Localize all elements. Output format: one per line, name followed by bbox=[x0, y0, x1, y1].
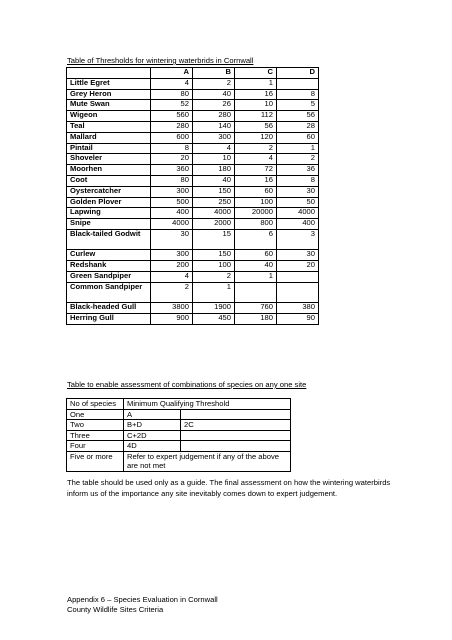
threshold-value: 4 bbox=[235, 154, 277, 165]
header-cell: C bbox=[235, 68, 277, 79]
threshold-value: 100 bbox=[235, 197, 277, 208]
threshold-value: 50 bbox=[277, 197, 319, 208]
species-row bbox=[67, 89, 319, 100]
threshold-value: 112 bbox=[235, 111, 277, 122]
threshold-value: 180 bbox=[193, 165, 235, 176]
threshold-value: 100 bbox=[193, 261, 235, 272]
species-row bbox=[67, 121, 319, 132]
threshold-value: 2 bbox=[235, 143, 277, 154]
species-count-cell: One bbox=[67, 409, 124, 420]
combination-row bbox=[67, 409, 291, 420]
threshold-value: 280 bbox=[151, 121, 193, 132]
threshold-value: 60 bbox=[235, 250, 277, 261]
threshold-value: 1 bbox=[235, 78, 277, 89]
threshold-value: 4000 bbox=[151, 219, 193, 230]
threshold-value: 450 bbox=[193, 314, 235, 325]
threshold-header-row bbox=[67, 68, 319, 79]
species-name: Oystercatcher bbox=[67, 186, 151, 197]
threshold-value: 90 bbox=[277, 314, 319, 325]
threshold-value: 200 bbox=[151, 261, 193, 272]
threshold-value: 80 bbox=[151, 89, 193, 100]
combination-table bbox=[66, 398, 291, 472]
threshold-value: 760 bbox=[235, 303, 277, 314]
threshold-value: 2 bbox=[193, 272, 235, 283]
threshold-value: 16 bbox=[235, 89, 277, 100]
species-row bbox=[67, 165, 319, 176]
species-row bbox=[67, 154, 319, 165]
threshold-value: 4000 bbox=[193, 208, 235, 219]
header-cell: A bbox=[151, 68, 193, 79]
guidance-paragraph: The table should be used only as a guide. The final assessment on how the wintering waterbirds inform us of the importance any site inevitably comes down to expert judgement. bbox=[67, 478, 391, 498]
threshold-cell: A bbox=[124, 409, 181, 420]
species-row bbox=[67, 229, 319, 250]
threshold-value: 150 bbox=[193, 186, 235, 197]
footer-line-1: Appendix 6 – Species Evaluation in Cornwall bbox=[67, 595, 218, 604]
species-name: Wigeon bbox=[67, 111, 151, 122]
species-name: Little Egret bbox=[67, 78, 151, 89]
threshold-value: 60 bbox=[277, 132, 319, 143]
header-cell: D bbox=[277, 68, 319, 79]
threshold-value bbox=[277, 272, 319, 283]
threshold-value: 72 bbox=[235, 165, 277, 176]
threshold-value: 500 bbox=[151, 197, 193, 208]
species-name: Curlew bbox=[67, 250, 151, 261]
species-name: Common Sandpiper bbox=[67, 282, 151, 303]
combination-table-caption: Table to enable assessment of combinations of species on any one site bbox=[67, 380, 307, 389]
species-name: Lapwing bbox=[67, 208, 151, 219]
threshold-value: 1900 bbox=[193, 303, 235, 314]
threshold-value: 400 bbox=[277, 219, 319, 230]
threshold-value: 3800 bbox=[151, 303, 193, 314]
species-row bbox=[67, 314, 319, 325]
threshold-value: 4 bbox=[151, 272, 193, 283]
threshold-value: 120 bbox=[235, 132, 277, 143]
threshold-value: 280 bbox=[193, 111, 235, 122]
threshold-cell: Minimum Qualifying Threshold bbox=[124, 399, 291, 410]
species-row bbox=[67, 250, 319, 261]
threshold-value: 300 bbox=[151, 186, 193, 197]
species-name: Pintail bbox=[67, 143, 151, 154]
threshold-value: 3 bbox=[277, 229, 319, 250]
threshold-value: 180 bbox=[235, 314, 277, 325]
species-row bbox=[67, 197, 319, 208]
species-row bbox=[67, 219, 319, 230]
threshold-value: 80 bbox=[151, 175, 193, 186]
species-row bbox=[67, 111, 319, 122]
species-count-cell: No of species bbox=[67, 399, 124, 410]
threshold-value: 10 bbox=[193, 154, 235, 165]
threshold-value: 900 bbox=[151, 314, 193, 325]
species-name: Mute Swan bbox=[67, 100, 151, 111]
threshold-value bbox=[235, 282, 277, 303]
species-row bbox=[67, 186, 319, 197]
threshold-value: 15 bbox=[193, 229, 235, 250]
threshold-value: 600 bbox=[151, 132, 193, 143]
threshold-cell bbox=[181, 430, 291, 441]
threshold-cell: 2C bbox=[181, 420, 291, 431]
species-row bbox=[67, 208, 319, 219]
species-name: Snipe bbox=[67, 219, 151, 230]
combination-row bbox=[67, 420, 291, 431]
threshold-value: 10 bbox=[235, 100, 277, 111]
threshold-value: 1 bbox=[193, 282, 235, 303]
threshold-value: 30 bbox=[151, 229, 193, 250]
species-name: Green Sandpiper bbox=[67, 272, 151, 283]
threshold-value: 2 bbox=[151, 282, 193, 303]
species-name: Redshank bbox=[67, 261, 151, 272]
threshold-value: 140 bbox=[193, 121, 235, 132]
threshold-value: 36 bbox=[277, 165, 319, 176]
threshold-value: 4 bbox=[193, 143, 235, 154]
species-name: Mallard bbox=[67, 132, 151, 143]
threshold-value: 52 bbox=[151, 100, 193, 111]
threshold-value: 56 bbox=[235, 121, 277, 132]
threshold-value: 2 bbox=[193, 78, 235, 89]
species-name: Shoveler bbox=[67, 154, 151, 165]
threshold-value: 30 bbox=[277, 186, 319, 197]
threshold-value: 6 bbox=[235, 229, 277, 250]
species-name: Golden Plover bbox=[67, 197, 151, 208]
threshold-value: 30 bbox=[277, 250, 319, 261]
species-row bbox=[67, 303, 319, 314]
species-name: Grey Heron bbox=[67, 89, 151, 100]
threshold-table bbox=[66, 67, 319, 325]
threshold-value: 800 bbox=[235, 219, 277, 230]
threshold-value: 5 bbox=[277, 100, 319, 111]
threshold-value: 8 bbox=[151, 143, 193, 154]
threshold-cell: C+2D bbox=[124, 430, 181, 441]
species-count-cell: Four bbox=[67, 441, 124, 452]
combination-row bbox=[67, 441, 291, 452]
threshold-value: 4000 bbox=[277, 208, 319, 219]
header-cell bbox=[67, 68, 151, 79]
threshold-value: 4 bbox=[151, 78, 193, 89]
threshold-value: 40 bbox=[193, 89, 235, 100]
species-name: Moorhen bbox=[67, 165, 151, 176]
threshold-value: 1 bbox=[277, 143, 319, 154]
species-name: Black-headed Gull bbox=[67, 303, 151, 314]
species-name: Teal bbox=[67, 121, 151, 132]
threshold-value: 150 bbox=[193, 250, 235, 261]
threshold-value: 2000 bbox=[193, 219, 235, 230]
threshold-value: 40 bbox=[193, 175, 235, 186]
species-row bbox=[67, 272, 319, 283]
threshold-value: 8 bbox=[277, 89, 319, 100]
combination-row bbox=[67, 451, 291, 471]
species-row bbox=[67, 132, 319, 143]
species-count-cell: Five or more bbox=[67, 451, 124, 471]
combination-row bbox=[67, 399, 291, 410]
threshold-value: 16 bbox=[235, 175, 277, 186]
threshold-value: 28 bbox=[277, 121, 319, 132]
threshold-table-caption: Table of Thresholds for wintering waterbrids in Cornwall bbox=[67, 56, 254, 65]
threshold-cell bbox=[181, 409, 291, 420]
species-name: Herring Gull bbox=[67, 314, 151, 325]
threshold-value: 400 bbox=[151, 208, 193, 219]
threshold-value: 40 bbox=[235, 261, 277, 272]
threshold-value: 8 bbox=[277, 175, 319, 186]
threshold-value: 20 bbox=[277, 261, 319, 272]
combination-row bbox=[67, 430, 291, 441]
species-row bbox=[67, 143, 319, 154]
threshold-value: 300 bbox=[151, 250, 193, 261]
threshold-cell bbox=[181, 441, 291, 452]
species-count-cell: Three bbox=[67, 430, 124, 441]
threshold-value: 26 bbox=[193, 100, 235, 111]
threshold-value: 20 bbox=[151, 154, 193, 165]
species-name: Coot bbox=[67, 175, 151, 186]
threshold-value bbox=[277, 282, 319, 303]
species-name: Black-tailed Godwit bbox=[67, 229, 151, 250]
species-row bbox=[67, 261, 319, 272]
threshold-value: 360 bbox=[151, 165, 193, 176]
header-cell: B bbox=[193, 68, 235, 79]
species-row bbox=[67, 175, 319, 186]
threshold-value: 300 bbox=[193, 132, 235, 143]
page-footer bbox=[67, 595, 218, 615]
species-row bbox=[67, 100, 319, 111]
threshold-value: 380 bbox=[277, 303, 319, 314]
threshold-cell: 4D bbox=[124, 441, 181, 452]
threshold-value: 20000 bbox=[235, 208, 277, 219]
threshold-value: 60 bbox=[235, 186, 277, 197]
threshold-value: 56 bbox=[277, 111, 319, 122]
threshold-value: 2 bbox=[277, 154, 319, 165]
threshold-value bbox=[277, 78, 319, 89]
threshold-cell: B+D bbox=[124, 420, 181, 431]
threshold-value: 1 bbox=[235, 272, 277, 283]
species-row bbox=[67, 282, 319, 303]
threshold-value: 560 bbox=[151, 111, 193, 122]
footer-line-2: County Wildlife Sites Criteria bbox=[67, 605, 164, 614]
threshold-value: 250 bbox=[193, 197, 235, 208]
threshold-cell: Refer to expert judgement if any of the above are not met bbox=[124, 451, 291, 471]
species-count-cell: Two bbox=[67, 420, 124, 431]
species-row bbox=[67, 78, 319, 89]
